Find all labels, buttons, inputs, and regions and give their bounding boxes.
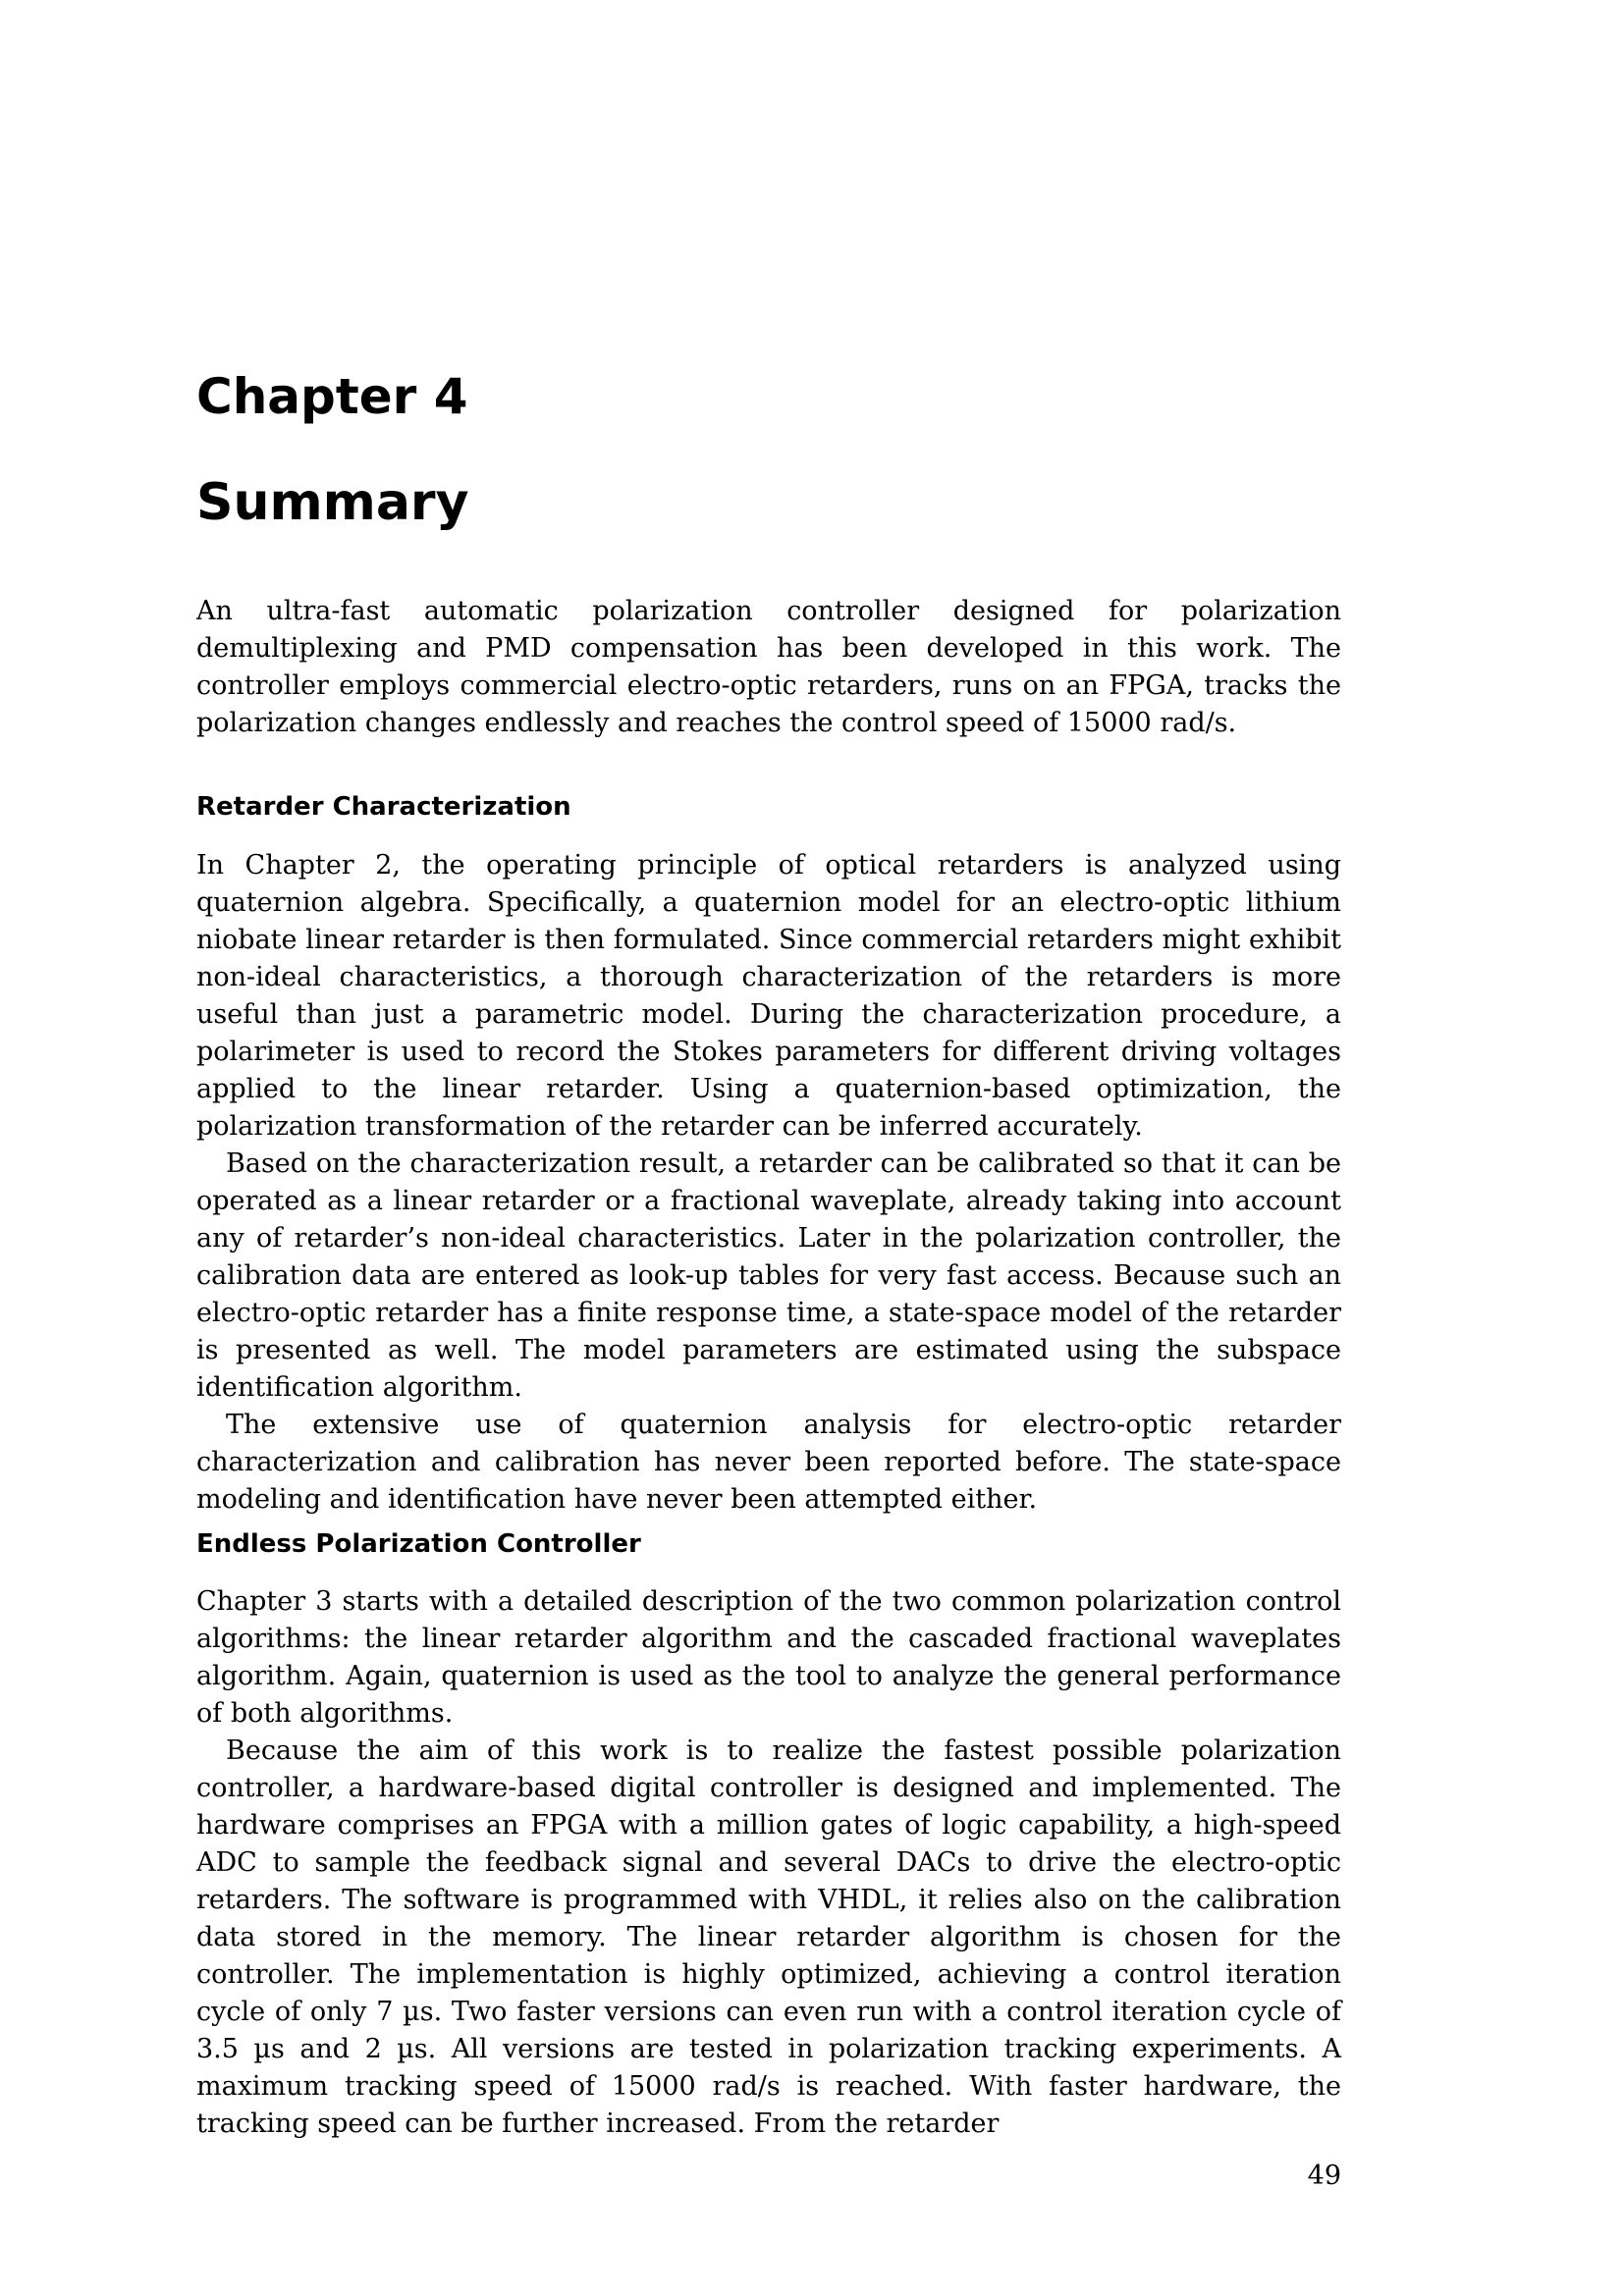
document-page	[196, 0, 1341, 2296]
page-number: 49	[1307, 2161, 1341, 2191]
intro-paragraph: An ultra-fast automatic polarization controller designed for polarization demultiplexing and PMD compensation has been developed in this work. The controller employs commercial electro-optic retarders, runs on an FPGA, tracks the polarization changes endlessly and reaches the control speed of 15000 rad/s.	[196, 596, 1341, 738]
paragraph: In Chapter 2, the operating principle of optical retarders is analyzed using quaternion algebra. Specifically, a quaternion model for an electro-optic lithium niobate linear retarder is then formulated. Since commercial retarders might exhibit non-ideal characteristics, a thorough characterization of the retarders is more useful than just a parametric model. During the characterization procedure, a polarimeter is used to record the Stokes parameters for different driving voltages applied to the linear retarder. Using a quaternion-based optimization, the polarization transformation of the retarder can be inferred accurately.	[196, 850, 1341, 1142]
paragraph: Chapter 3 starts with a detailed description of the two common polarization control algorithms: the linear retarder algorithm and the cascaded fractional waveplates algorithm. Again, quaternion is used as the tool to analyze the general performance of both algorithms.	[196, 1586, 1341, 1729]
paragraph: Based on the characterization result, a retarder can be calibrated so that it can be operated as a linear retarder or a fractional waveplate, already taking into account any of retarder’s non-ideal characteristics. Later in the polarization controller, the calibration data are entered as look-up tables for very fast access. Because such an electro-optic retarder has a finite response time, a state-space model of the retarder is presented as well. The model parameters are estimated using the subspace identification algorithm.	[196, 1148, 1341, 1403]
section-body-retarder-characterization	[196, 847, 1341, 1519]
paragraph: The extensive use of quaternion analysis for electro-optic retarder characterization and calibration has never been reported before. The state-space modeling and identification have never been attempted either.	[196, 1410, 1341, 1515]
paragraph: Because the aim of this work is to realize the fastest possible polarization controller, a hardware-based digital controller is designed and implemented. The hardware comprises an FPGA with a million gates of logic capability, a high-speed ADC to sample the feedback signal and several DACs to drive the electro-optic retarders. The software is programmed with VHDL, it relies also on the calibration data stored in the memory. The linear retarder algorithm is chosen for the controller. The implementation is highly optimized, achieving a control iteration cycle of only 7 µs. Two faster versions can even run with a control iteration cycle of 3.5 µs and 2 µs. All versions are tested in polarization tracking experiments. A maximum tracking speed of 15000 rad/s is reached. With faster hardware, the tracking speed can be further increased. From the retarder	[196, 1735, 1341, 2139]
chapter-title: Summary	[196, 473, 469, 532]
section-heading-retarder-characterization: Retarder Characterization	[196, 792, 571, 822]
section-heading-endless-polarization-controller: Endless Polarization Controller	[196, 1529, 641, 1559]
section-body-endless-polarization-controller	[196, 1583, 1341, 2143]
chapter-label: Chapter 4	[196, 368, 468, 425]
